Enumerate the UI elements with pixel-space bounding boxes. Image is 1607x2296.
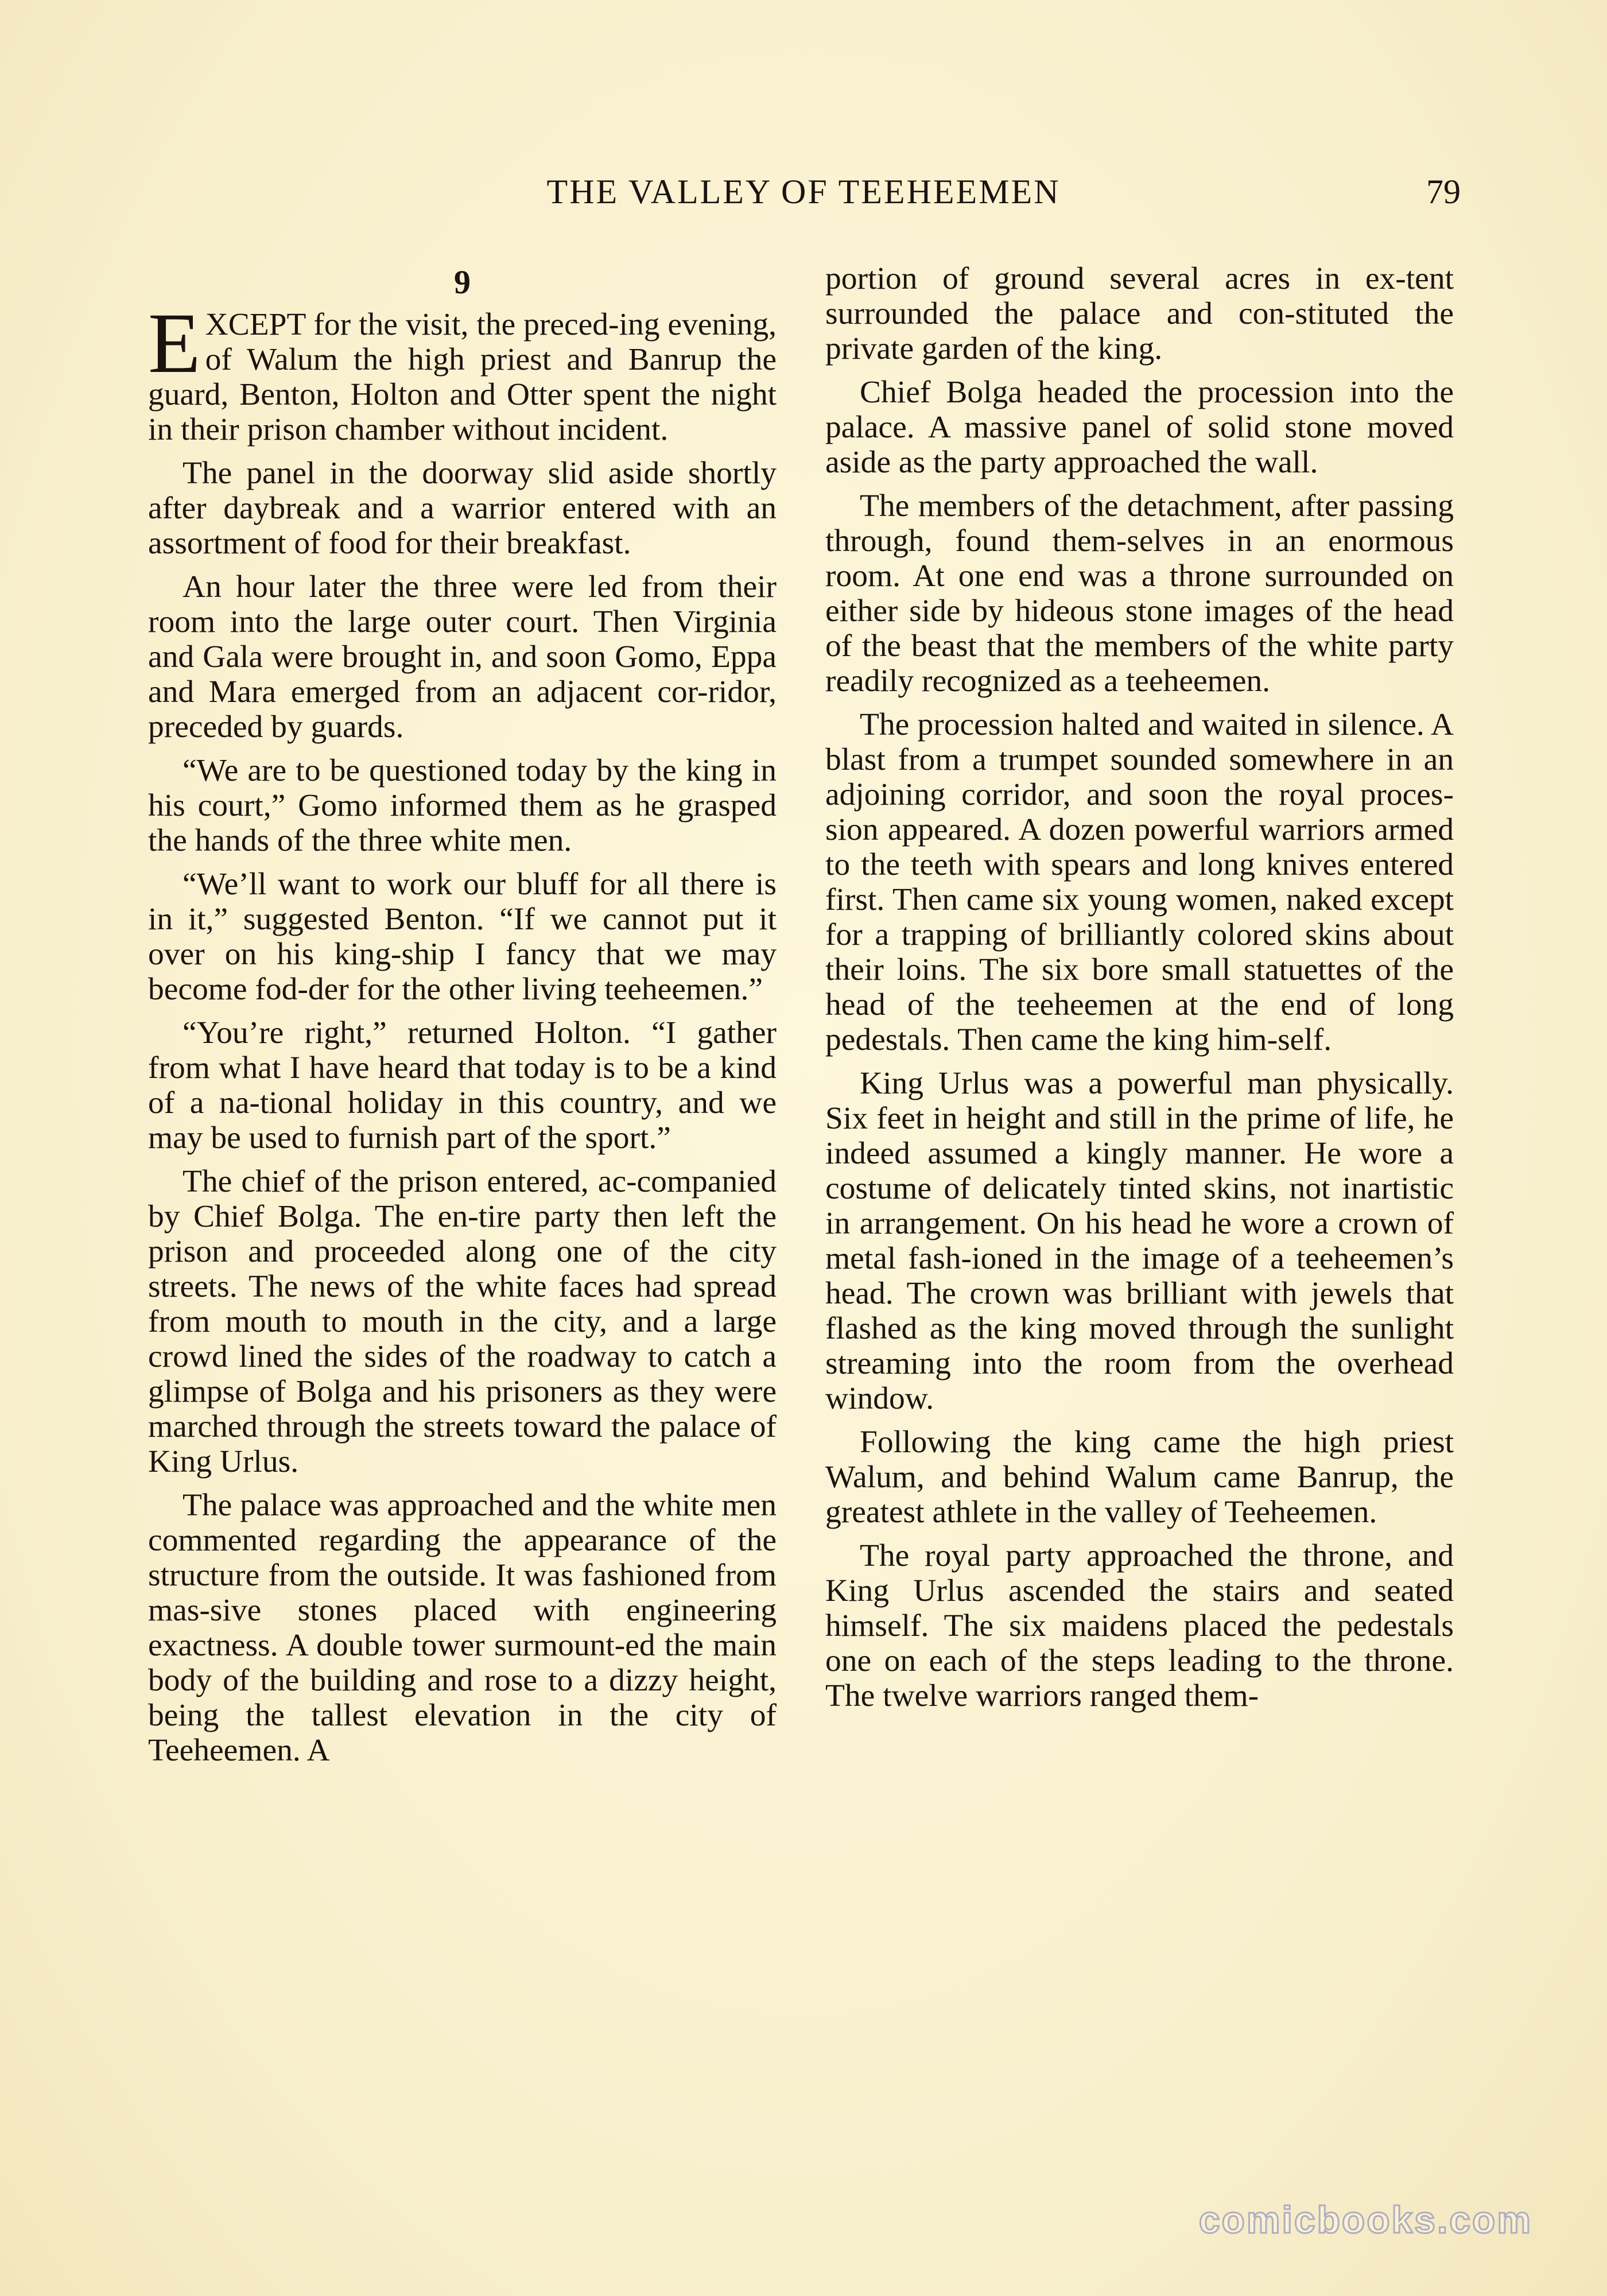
right-column	[825, 261, 1454, 1722]
paragraph: The procession halted and waited in silence. A blast from a trumpet sounded somewhere in an adjoining corridor, and soon the royal proces-sion appeared. A dozen powerful warriors armed to the teeth with spears and long knives entered first. Then came six young women, naked except for a trapping of brilliantly colored skins about their loins. The six bore small statuettes of the head of the teeheemen at the end of long pedestals. Then came the king him-self.	[825, 707, 1454, 1057]
drop-cap: E	[148, 296, 201, 391]
paragraph: The panel in the doorway slid aside shortly after daybreak and a warrior entered with an assortment of food for their breakfast.	[148, 456, 777, 561]
paragraph: The palace was approached and the white men commented regarding the appearance of the structure from the outside. It was fashioned from mas-sive stones placed with engineering exactness. A double tower surmount-ed the main body of the building and rose to a dizzy height, being the tallest elevation in the city of Teeheemen. A	[148, 1488, 777, 1768]
paragraph-continued: portion of ground several acres in ex-tent surrounded the palace and con-stituted the private garden of the king.	[825, 261, 1454, 366]
paragraph	[148, 296, 777, 447]
page-number: 79	[1426, 173, 1461, 211]
paragraph: An hour later the three were led from their room into the large outer court. Then Virginia and Gala were brought in, and soon Gomo, Eppa and Mara emerged from an adjacent cor-ridor, preceded by guards.	[148, 569, 777, 744]
paragraph: King Urlus was a powerful man physically. Six feet in height and still in the prime of life, he indeed assumed a kingly manner. He wore a costume of delicately tinted skins, not inartistic in arrangement. On his head he wore a crown of metal fash-ioned in the image of a teeheemen’s head. The crown was brilliant with jewels that flashed as the king moved through the sunlight streaming into the room from the overhead window.	[825, 1066, 1454, 1416]
running-title: THE VALLEY OF TEEHEEMEN	[546, 173, 1061, 211]
paragraph: Chief Bolga headed the procession into the palace. A massive panel of solid stone moved aside as the party approached the wall.	[825, 375, 1454, 480]
paragraph: The chief of the prison entered, ac-companied by Chief Bolga. The en-tire party then left the prison and proceeded along one of the city streets. The news of the white faces had spread from mouth to mouth in the city, and a large crowd lined the sides of the roadway to catch a glimpse of Bolga and his prisoners as they were marched through the streets toward the palace of King Urlus.	[148, 1164, 777, 1479]
watermark: comicbooks.com	[1198, 2198, 1532, 2241]
paragraph: “We’ll want to work our bluff for all there is in it,” suggested Benton. “If we cannot put it over on his king-ship I fancy that we may become fod-der for the other living teeheemen.”	[148, 867, 777, 1007]
paragraph: “We are to be questioned today by the king in his court,” Gomo informed them as he grasped the hands of the three white men.	[148, 753, 777, 858]
running-head	[146, 172, 1461, 224]
left-column	[148, 261, 777, 1777]
section-number: 9	[454, 263, 471, 301]
paragraph: “You’re right,” returned Holton. “I gather from what I have heard that today is to be a kind of a na-tional holiday in this country, and we may be used to furnish part of the sport.”	[148, 1015, 777, 1155]
paragraph: The members of the detachment, after passing through, found them-selves in an enormous room. At one end was a throne surrounded on either side by hideous stone images of the head of the beast that the members of the white party readily recognized as a teeheemen.	[825, 488, 1454, 699]
paragraph: The royal party approached the throne, and King Urlus ascended the stairs and seated himself. The six maidens placed the pedestals one on each of the steps leading to the throne. The twelve warriors ranged them-	[825, 1538, 1454, 1713]
paragraph-text: XCEPT for the visit, the preced-ing evening, of Walum the high priest and Banrup the guard, Benton, Holton and Otter spent the night in their prison chamber without incident.	[148, 307, 777, 447]
paragraph: Following the king came the high priest Walum, and behind Walum came Banrup, the greatest athlete in the valley of Teeheemen.	[825, 1425, 1454, 1530]
